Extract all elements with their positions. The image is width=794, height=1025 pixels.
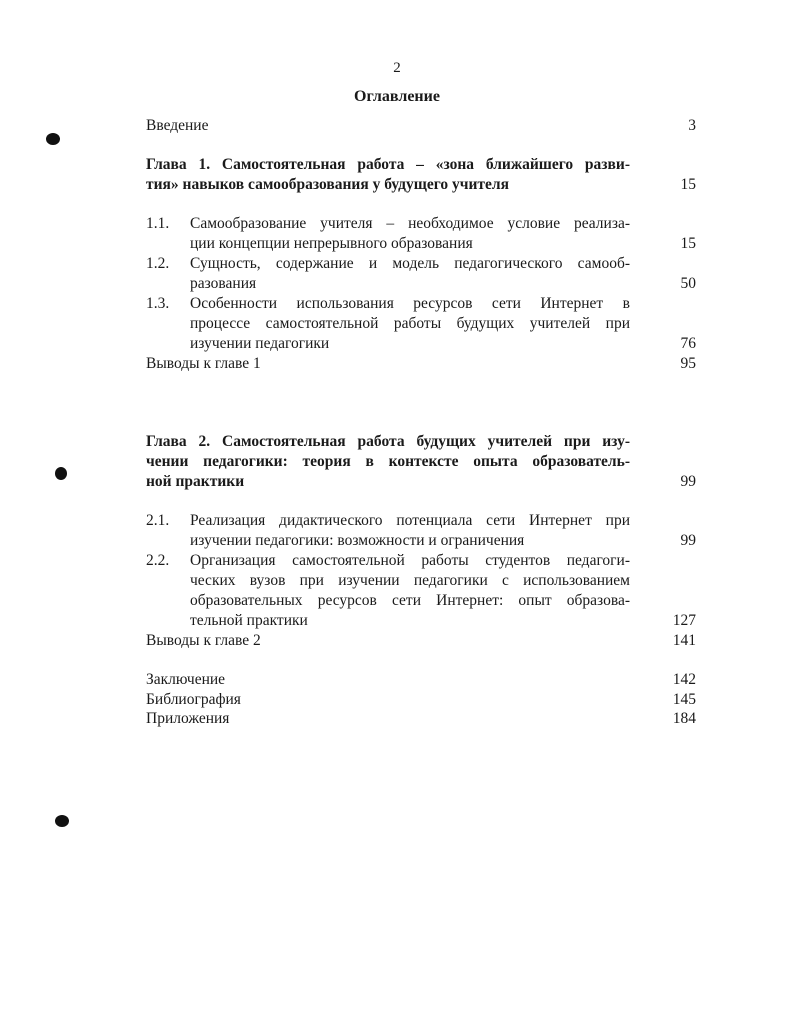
chapter2-conclusions-label: Выводы к главе 2 [146, 632, 261, 649]
section-1-3-line-1: Особенности использования ресурсов сети Интернет в [190, 295, 630, 312]
chapter1-title-line-1: Глава 1. Самостоятельная работа – «зона ближайшего разви- [146, 156, 630, 173]
section-2-1-line-1: Реализация дидактического потенциала сети Интернет при [190, 512, 630, 529]
chapter1-page: 15 [680, 176, 696, 193]
section-2-1-page: 99 [680, 532, 696, 549]
toc-intro-page: 3 [688, 117, 696, 134]
section-2-2-line-4: тельной практики [190, 612, 308, 629]
back-matter-appendices-page: 184 [672, 710, 696, 727]
section-1-3-line-3: изучении педагогики [190, 335, 330, 352]
section-1-1-line-1: Самообразование учителя – необходимое условие реализа- [190, 215, 630, 232]
chapter1-conclusions-label: Выводы к главе 1 [146, 355, 261, 372]
chapter2-title-line-1: Глава 2. Самостоятельная работа будущих учителей при изу- [146, 433, 630, 450]
toc-intro-label: Введение [146, 117, 209, 134]
punch-hole-middle [55, 467, 67, 480]
back-matter-bibliography-page: 145 [672, 691, 696, 708]
section-2-2-number: 2.2. [146, 552, 170, 569]
back-matter-conclusion-label: Заключение [146, 671, 226, 688]
chapter1-title-line-2: тия» навыков самообразования у будущего учителя [146, 176, 509, 193]
section-2-2-line-2: ческих вузов при изучении педагогики с использованием [190, 572, 630, 589]
punch-hole-bottom [55, 815, 69, 827]
section-1-1-line-2: ции концепции непрерывного образования [190, 235, 473, 252]
chapter2-conclusions-page: 141 [672, 632, 696, 649]
section-1-3-page: 76 [680, 335, 696, 352]
section-2-2-page: 127 [672, 612, 696, 629]
back-matter-appendices-label: Приложения [146, 710, 230, 727]
section-1-2-page: 50 [680, 275, 696, 292]
section-1-2-number: 1.2. [146, 255, 170, 272]
section-2-2-line-1: Организация самостоятельной работы студентов педагоги- [190, 552, 630, 569]
back-matter-bibliography-label: Библиография [146, 691, 241, 708]
chapter2-title-line-2: чении педагогики: теория в контексте опыта образователь- [146, 453, 630, 470]
section-1-2-line-1: Сущность, содержание и модель педагогического самооб- [190, 255, 630, 272]
chapter1-conclusions-page: 95 [680, 355, 696, 372]
chapter2-title-line-3: ной практики [146, 473, 245, 490]
chapter2-page: 99 [680, 473, 696, 490]
section-2-2-line-3: образовательных ресурсов сети Интернет: опыт образова- [190, 592, 630, 609]
back-matter-conclusion-page: 142 [672, 671, 696, 688]
punch-hole-top [46, 133, 60, 145]
section-2-1-number: 2.1. [146, 512, 170, 529]
section-1-3-number: 1.3. [146, 295, 170, 312]
section-1-1-page: 15 [680, 235, 696, 252]
section-1-3-line-2: процессе самостоятельной работы будущих учителей при [190, 315, 630, 332]
toc-title: Оглавление [354, 88, 440, 105]
section-1-2-line-2: разования [190, 275, 257, 292]
section-1-1-number: 1.1. [146, 215, 170, 232]
page-number: 2 [393, 60, 401, 76]
section-2-1-line-2: изучении педагогики: возможности и ограничения [190, 532, 525, 549]
